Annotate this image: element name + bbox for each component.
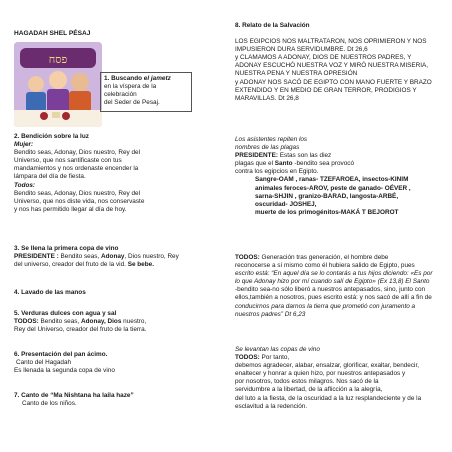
plaga-list-line: oscuridad- JOSHEJ, xyxy=(255,200,317,208)
section-3 xyxy=(14,245,226,269)
plaga-list-line: muerte de los primogénitos-MAKÁ T BEJOROT xyxy=(255,208,399,216)
svg-text:פסח: פסח xyxy=(48,53,68,66)
section-3-adonay: Adonay xyxy=(101,253,125,261)
plaga-list-line: sarna-SHJIN , granizo-BARAD, langosta-ARBÉ, xyxy=(255,192,399,200)
todos-line: y nos has permitido llegar al día de hoy. xyxy=(14,205,127,213)
section-7 xyxy=(14,392,226,408)
salvacion-line: y ADONAY NOS SACÓ DE EGIPTO CON MANO FUERTE Y BRAZO xyxy=(235,78,432,86)
copas-instruction: Se levantan las copas de vino xyxy=(235,346,320,353)
presidente-label: PRESIDENTE : xyxy=(14,253,59,261)
section-5-adonay: Adonay, Dios xyxy=(81,318,122,326)
section-2 xyxy=(14,133,224,214)
todos-label: TODOS: xyxy=(14,318,39,326)
section-6 xyxy=(14,351,226,375)
section-3-text: Bendito seas, xyxy=(58,253,102,261)
todos-generacion xyxy=(235,254,449,319)
todos-label: TODOS: xyxy=(235,254,260,261)
section-5 xyxy=(14,310,226,334)
generacion-text: conducirnos para darnos la tierra que prometió con juramento a xyxy=(235,302,416,310)
plagas-text: -bendito sea provocó xyxy=(292,160,355,168)
copas-text: debemos agradecer, alabar, ensalzar, glorificar, exaltar, bendecir, xyxy=(235,362,420,370)
salvacion-line: IMPUSIERON DURA SERVIDUMBRE. Dt 26,6 xyxy=(235,46,368,54)
copas-text: Por tanto, xyxy=(259,354,290,362)
plagas-text: plagas que el xyxy=(235,160,275,168)
plaga-list-line: Sangre-OAM , ranas- TZEFAROEA, insectos-KINIM xyxy=(255,176,409,184)
section-8 xyxy=(235,22,449,103)
section-5-text: Bendito seas, xyxy=(38,318,82,326)
copas-section xyxy=(235,346,449,411)
mujer-line: lámpara del día de fiesta. xyxy=(14,173,86,181)
salvacion-line: NUESTRA PENA Y NUESTRA OPRESIÓN xyxy=(235,70,358,78)
step-1-line2: en la víspera de la celebración xyxy=(104,83,157,99)
copas-text: servidumbre a la libertad, de la aflicción a la alegría, xyxy=(235,386,383,394)
plagas-instruction: nombres de las plagas xyxy=(235,144,300,152)
section-5-text: Rey del Universo, creador del fruto de la tierra. xyxy=(14,326,147,334)
salvacion-line: y CLAMAMOS A ADONAY, DIOS DE NUESTROS PADRES, Y xyxy=(235,54,412,62)
salvacion-line: EXTENDIDO Y EN MEDIO DE GRAN TERROR, PRODIGIOS Y xyxy=(235,86,417,94)
generacion-text: ellos,también a nosotros, pues escrito está: y nos sacó de allí a fin de xyxy=(235,294,432,302)
generacion-text: reconocerse a sí mismo como él hubiera salido de Egipto, pues xyxy=(235,262,415,270)
copas-text: esclavitud a la redención. xyxy=(235,402,308,410)
santo-word: Santo xyxy=(274,160,293,168)
section-5-text: nuestro, xyxy=(121,318,147,326)
step-1-line3: del Seder de Pesaj. xyxy=(104,99,160,107)
section-7-heading: 7. Canto de “Ma Nishtana ha laila haze” xyxy=(14,392,134,399)
step-1-label: 1. Buscando xyxy=(104,75,144,82)
copas-text: por nosotros, todos estos milagros. Nos sacó de la xyxy=(235,378,379,386)
section-6-text: Canto del Hagadah xyxy=(16,359,72,367)
salvacion-line: LOS EGIPCIOS NOS MALTRATARON, NOS OPRIMIERON Y NOS xyxy=(235,38,427,46)
plagas-section xyxy=(235,136,449,217)
section-4-heading: 4. Lavado de las manos xyxy=(14,289,86,296)
section-5-heading: 5. Verduras dulces con agua y sal xyxy=(14,310,117,317)
todos-label: Todos: xyxy=(14,181,36,189)
section-6-heading: 6. Presentación del pan ácimo. xyxy=(14,351,108,358)
copas-text: enaltecer y honrar a quien hizo, por nuestros antepasados y xyxy=(235,370,406,378)
section-2-heading: 2. Bendición sobre la luz xyxy=(14,133,89,140)
plaga-list-line: animales feroces-AROV, peste de ganado- OÉVER , xyxy=(255,184,411,192)
section-8-heading: 8. Relato de la Salvación xyxy=(235,22,310,29)
page-title: HAGADAH SHEL PÉSAJ xyxy=(14,30,91,37)
section-3-text: , Dios nuestro, Rey xyxy=(124,253,179,261)
step-1-label-em: el jametz xyxy=(143,75,171,82)
mujer-line: Universo, que nos santificaste con tus xyxy=(14,157,122,165)
generacion-text: Generación tras generación, el hombre debe xyxy=(259,254,389,261)
seder-family-illustration xyxy=(14,42,102,127)
section-3-heading: 3. Se llena la primera copa de vino xyxy=(14,245,119,252)
mujer-label: Mujer: xyxy=(14,141,34,149)
mujer-line: mandamientos y nos ordenaste encender la xyxy=(14,165,139,173)
todos-line: Universo, que nos diste vida, nos conservaste xyxy=(14,197,145,205)
copas-text: del luto a la fiesta, de la oscuridad a la luz resplandeciente y de la xyxy=(235,394,422,402)
generacion-text: escrito está: “En aquel día se lo contarás a tus hijos diciendo: «Es por xyxy=(235,270,433,278)
salvacion-line: ADONAY ESCUCHÓ NUESTRA VOZ Y MIRÓ NUESTRA MISERIA, xyxy=(235,62,429,70)
salvacion-line: MARAVILLAS. Dt 26,8 xyxy=(235,94,299,102)
generacion-text: nuestros padres” Dt 6,23 xyxy=(235,310,306,318)
todos-label: TODOS: xyxy=(235,354,260,362)
mujer-line: Bendito seas, Adonay, Dios nuestro, Rey del xyxy=(14,149,140,157)
presidente-label: PRESIDENTE: xyxy=(235,152,278,160)
section-3-text: del universo, creador del fruto de la vid. xyxy=(14,261,128,269)
plagas-instruction: Los asistentes repiten los xyxy=(235,136,308,143)
section-6-text: Es llenada la segunda copa de vino xyxy=(14,367,115,375)
plagas-text: Estas son las diez xyxy=(277,152,332,160)
step-1-box xyxy=(100,72,192,112)
todos-line: Bendito seas, Adonay, Dios nuestro, Rey del xyxy=(14,189,140,197)
generacion-text: lo que Adonay hizo por mí cuando salí de Egipto» (Ex 13,8) El Santo xyxy=(235,278,430,286)
se-bebe: Se bebe. xyxy=(127,261,154,269)
section-7-text: Canto de los niños. xyxy=(22,400,77,408)
plagas-text: contra los egipcios en Egipto. xyxy=(235,168,319,176)
generacion-text: -bendito sea-no sólo liberó a nuestros antepasados, sino, junto con xyxy=(235,286,426,294)
